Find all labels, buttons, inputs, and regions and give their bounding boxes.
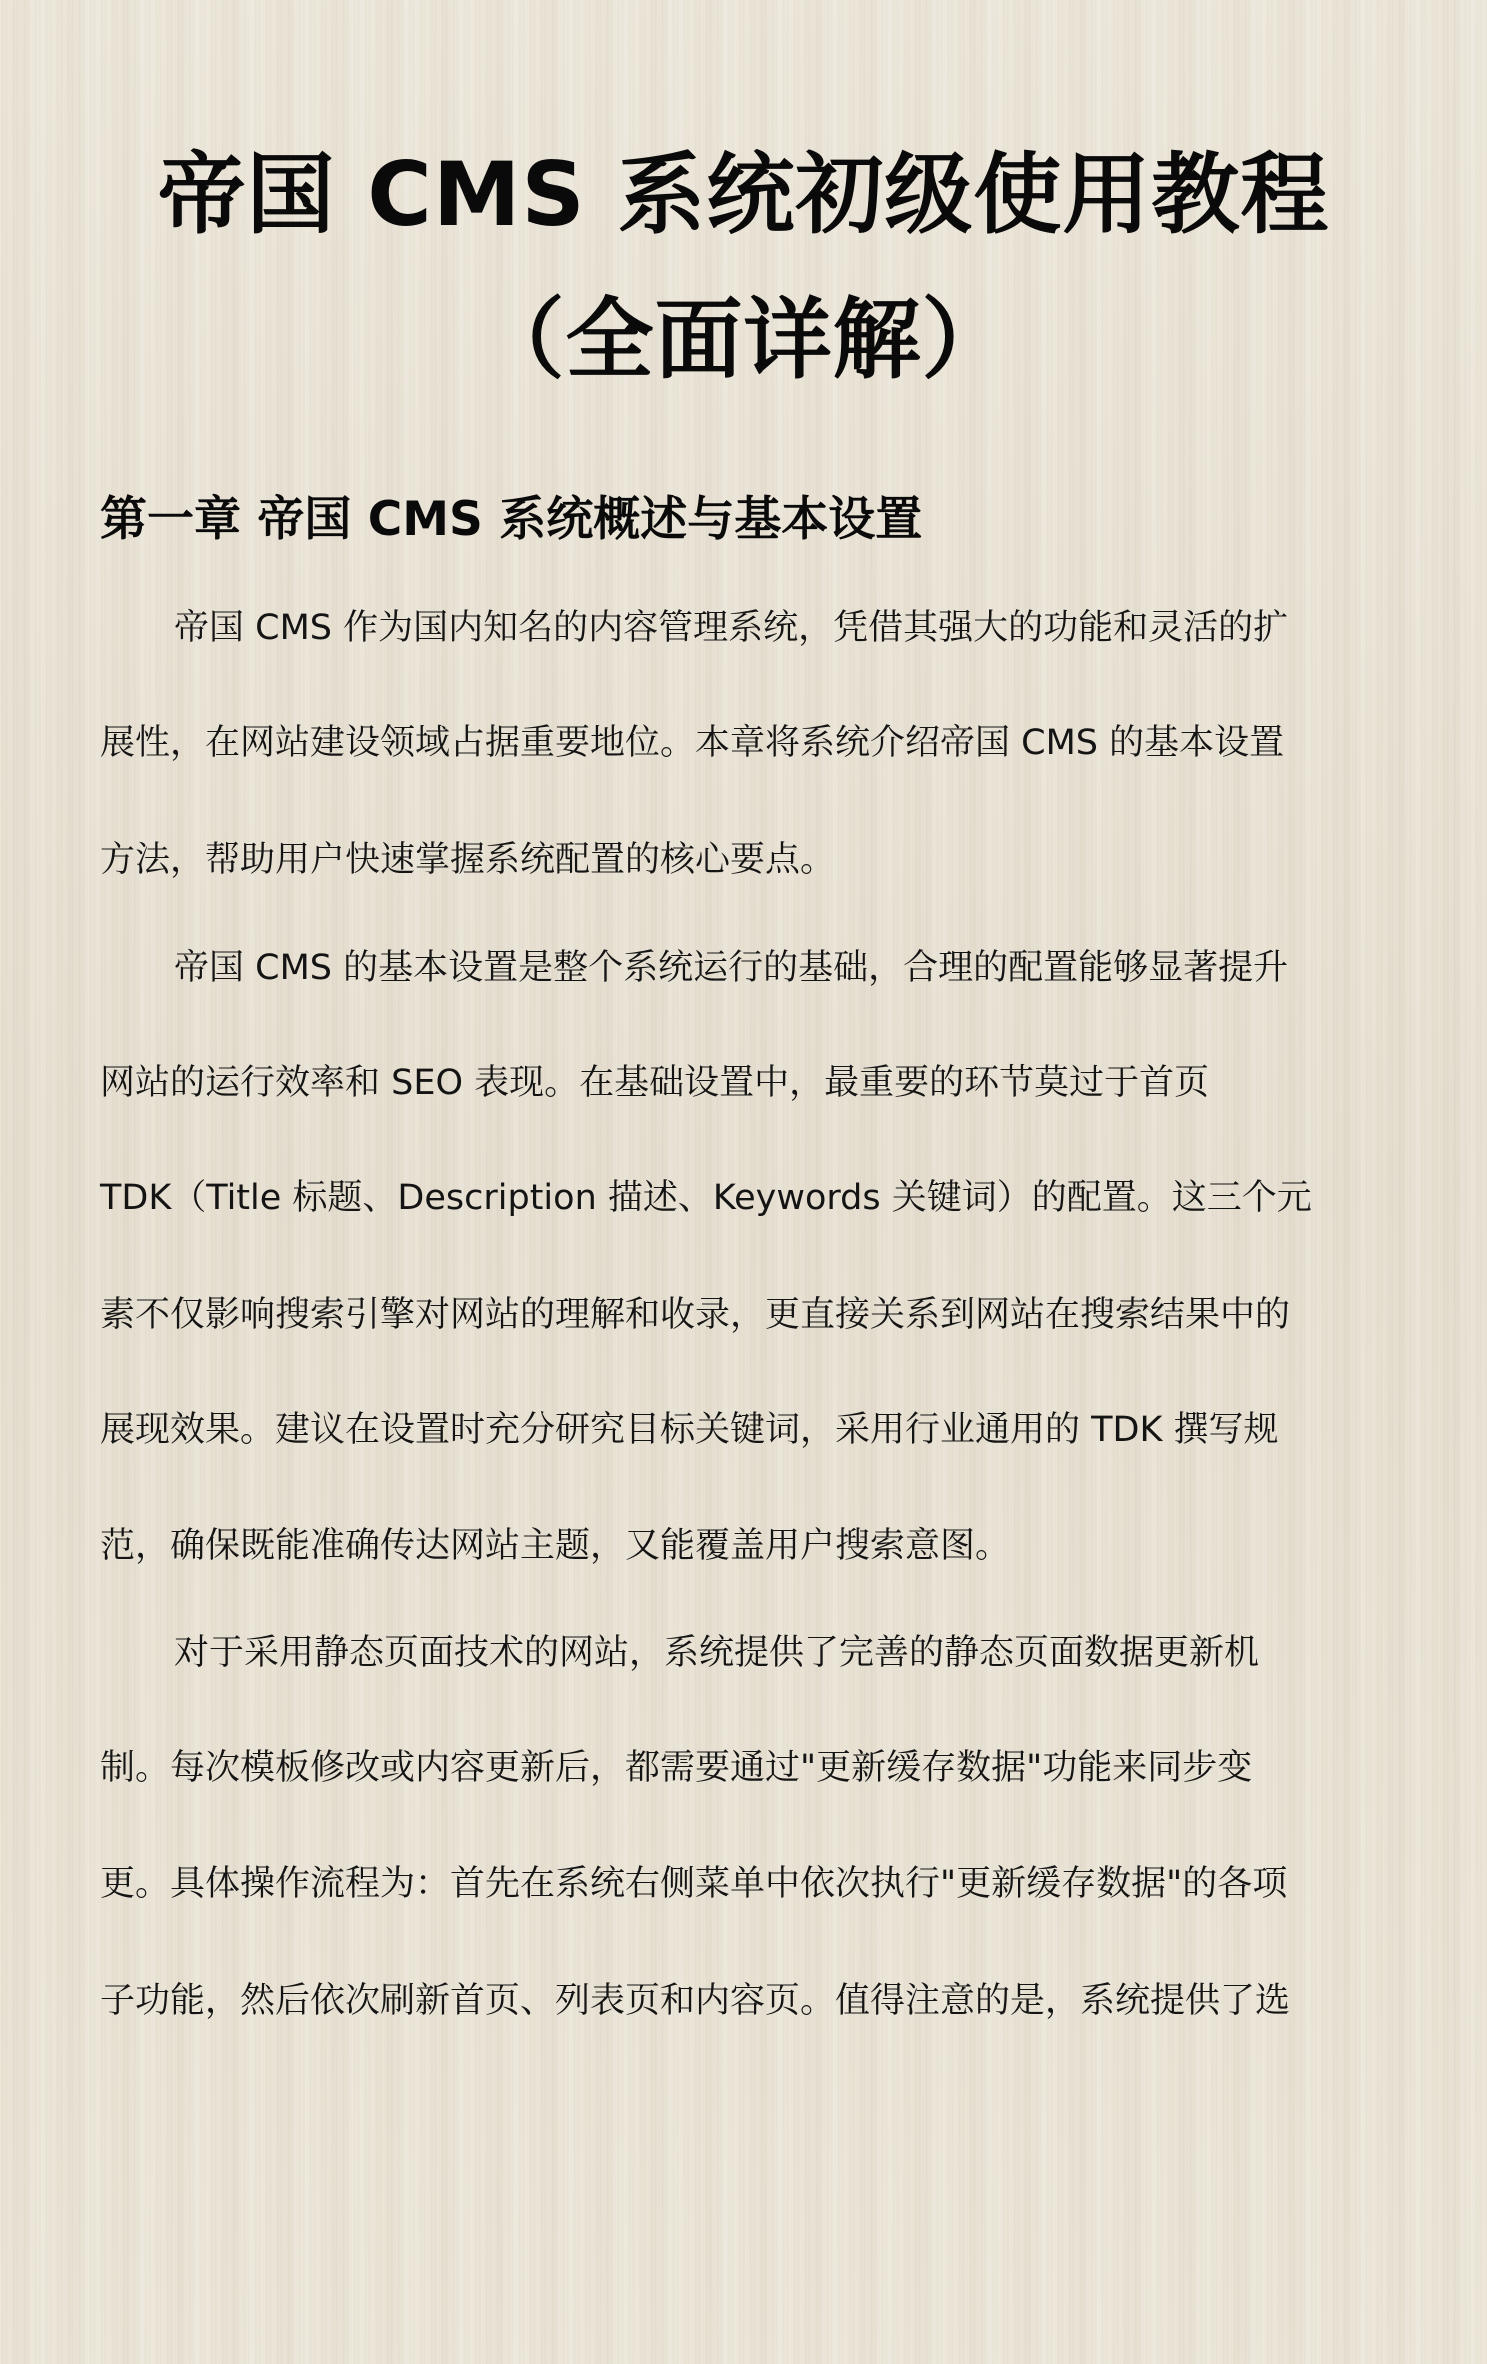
paragraph-line: 帝国 CMS 作为国内知名的内容管理系统，凭借其强大的功能和灵活的扩 [174,608,1289,648]
paragraph-line: 展性，在网站建设领域占据重要地位。本章将系统介绍帝国 CMS 的基本设置 [100,723,1285,763]
paragraph-line: 更。具体操作流程为：首先在系统右侧菜单中依次执行"更新缓存数据"的各项 [100,1864,1288,1904]
paragraph-line: 网站的运行效率和 SEO 表现。在基础设置中，最重要的环节莫过于首页 [100,1063,1210,1103]
paragraph-line: 展现效果。建议在设置时充分研究目标关键词，采用行业通用的 TDK 撰写规 [100,1410,1279,1450]
paragraph-line: 方法，帮助用户快速掌握系统配置的核心要点。 [100,840,836,880]
document-title-line-1: 帝国 CMS 系统初级使用教程 [157,143,1330,246]
paragraph-line: 子功能，然后依次刷新首页、列表页和内容页。值得注意的是，系统提供了选 [100,1981,1291,2021]
paragraph-line: 素不仅影响搜索引擎对网站的理解和收录，更直接关系到网站在搜索结果中的 [100,1295,1291,1335]
paragraph-line: 制。每次模板修改或内容更新后，都需要通过"更新缓存数据"功能来同步变 [100,1748,1253,1788]
chapter-heading: 第一章 帝国 CMS 系统概述与基本设置 [100,492,923,547]
document-title-line-2: （全面详解） [476,288,1011,391]
paragraph-line: 对于采用静态页面技术的网站，系统提供了完善的静态页面数据更新机 [174,1633,1260,1673]
paragraph-line: 帝国 CMS 的基本设置是整个系统运行的基础，合理的配置能够显著提升 [174,948,1289,988]
paragraph-line: 范，确保既能准确传达网站主题，又能覆盖用户搜索意图。 [100,1526,1011,1566]
paragraph-line: TDK（Title 标题、Description 描述、Keywords 关键词）的配置。这三个元 [100,1178,1312,1218]
